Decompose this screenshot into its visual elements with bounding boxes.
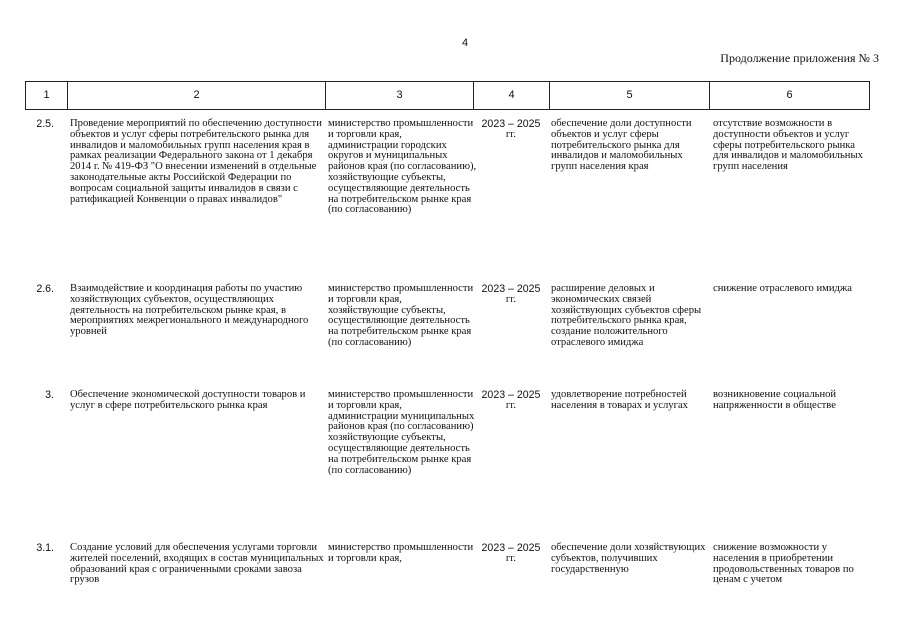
responsible-executors xyxy=(328,390,478,476)
period-suffix: гг. xyxy=(505,552,517,564)
result-text: создание положительного отраслевого имиджа xyxy=(551,326,668,348)
period-suffix: гг. xyxy=(505,399,517,411)
executor-text: министерство промышленности и торговли края, xyxy=(328,542,474,564)
activity-name: Обеспечение экономической доступности товаров и услуг в сфере потребительского рынка края xyxy=(70,389,306,411)
responsible-executors xyxy=(328,543,478,565)
result-text: обеспечение доли доступности объектов и услуг сферы потребительского рынка для инвалидов и маломобильных групп населения края xyxy=(551,118,692,173)
executor-text: хозяйствующие субъекты, осуществляющие деятельность на потребительском рынке края (по согласованию) xyxy=(328,432,472,476)
page-number: 4 xyxy=(462,37,469,49)
implementation-period xyxy=(474,284,548,306)
consequences-text: снижение отраслевого имиджа xyxy=(713,283,852,294)
activity-name: Проведение мероприятий по обеспечению доступности объектов и услуг сферы потребительского рынка для инвалидов и маломобильных групп населения края в рамках реализации Федерального закона от 1 декабря 2014 г. № 419-ФЗ "О внесении изменений в отдельные законодательные акты Российской Федерации по вопросам социальной защиты инвалидов в связи с ратификацией Конвенции о правах инвалидов" xyxy=(70,118,322,205)
period-years: 2023 – 2025 xyxy=(481,389,541,401)
implementation-period xyxy=(474,543,548,565)
result-text: удовлетворение потребностей населения в товарах и услугах xyxy=(551,389,688,411)
period-years: 2023 – 2025 xyxy=(481,283,541,295)
header-col-5: 5 xyxy=(549,82,709,109)
header-col-3: 3 xyxy=(325,82,473,109)
executor-text: администрации муниципальных районов края (по согласованию) xyxy=(328,410,475,433)
expected-result xyxy=(551,390,706,412)
period-suffix: гг. xyxy=(505,128,517,140)
executor-text: министерство промышленности и торговли края, xyxy=(328,283,474,305)
executor-text: хозяйствующие субъекты, осуществляющие деятельность на потребительском рынке края (по согласованию) xyxy=(328,304,472,348)
consequences-text: отсутствие возможности в доступности объектов и услуг сферы потребительского рынка для инвалидов и маломобильных групп населения xyxy=(713,118,863,173)
expected-result xyxy=(551,284,706,349)
expected-result xyxy=(551,119,706,173)
implementation-period xyxy=(474,390,548,412)
header-col-2: 2 xyxy=(67,82,325,109)
executor-text: министерство промышленности и торговли края, xyxy=(328,118,474,140)
executor-text: министерство промышленности и торговли края, xyxy=(328,389,474,411)
expected-result xyxy=(551,543,706,575)
activity-name: Создание условий для обеспечения услугами торговли жителей поселений, входящих в состав муниципальных образований края с ограниченными сроками завоза грузов xyxy=(70,542,324,586)
consequences-text: возникновение социальной напряженности в обществе xyxy=(713,389,837,411)
executor-text: администрации городских округов и муниципальных районов края (по согласованию), xyxy=(328,139,477,173)
header-col-6: 6 xyxy=(709,82,869,109)
row-number: 3.1. xyxy=(36,542,54,554)
consequences-text: снижение возможности у населения в приобретении продовольственных товаров по ценам с учетом xyxy=(713,542,854,586)
row-number: 2.5. xyxy=(36,118,54,130)
header-col-4: 4 xyxy=(473,82,549,109)
table-header-row xyxy=(25,81,870,110)
result-text: расширение деловых и экономических связей хозяйствующих субъектов сферы потребительского рынка края, xyxy=(551,283,702,327)
implementation-period xyxy=(474,119,548,141)
row-number: 3. xyxy=(45,389,54,401)
activity-name: Взаимодействие и координация работы по участию хозяйствующих субъектов, осуществляющих деятельность на потребительском рынке края, в мероприятиях межрегионального и международного уровней xyxy=(70,283,309,338)
period-suffix: гг. xyxy=(505,293,517,305)
result-text: обеспечение доли хозяйствующих субъектов, получивших государственную xyxy=(551,542,706,575)
executor-text: хозяйствующие субъекты, осуществляющие деятельность на потребительском рынке края (по согласованию) xyxy=(328,171,472,216)
period-years: 2023 – 2025 xyxy=(481,118,541,130)
responsible-executors xyxy=(328,284,478,349)
row-number: 2.6. xyxy=(36,283,54,295)
period-years: 2023 – 2025 xyxy=(481,542,541,554)
header-col-1: 1 xyxy=(43,89,50,101)
responsible-executors xyxy=(328,119,478,216)
appendix-continuation-label: Продолжение приложения № 3 xyxy=(720,51,879,65)
